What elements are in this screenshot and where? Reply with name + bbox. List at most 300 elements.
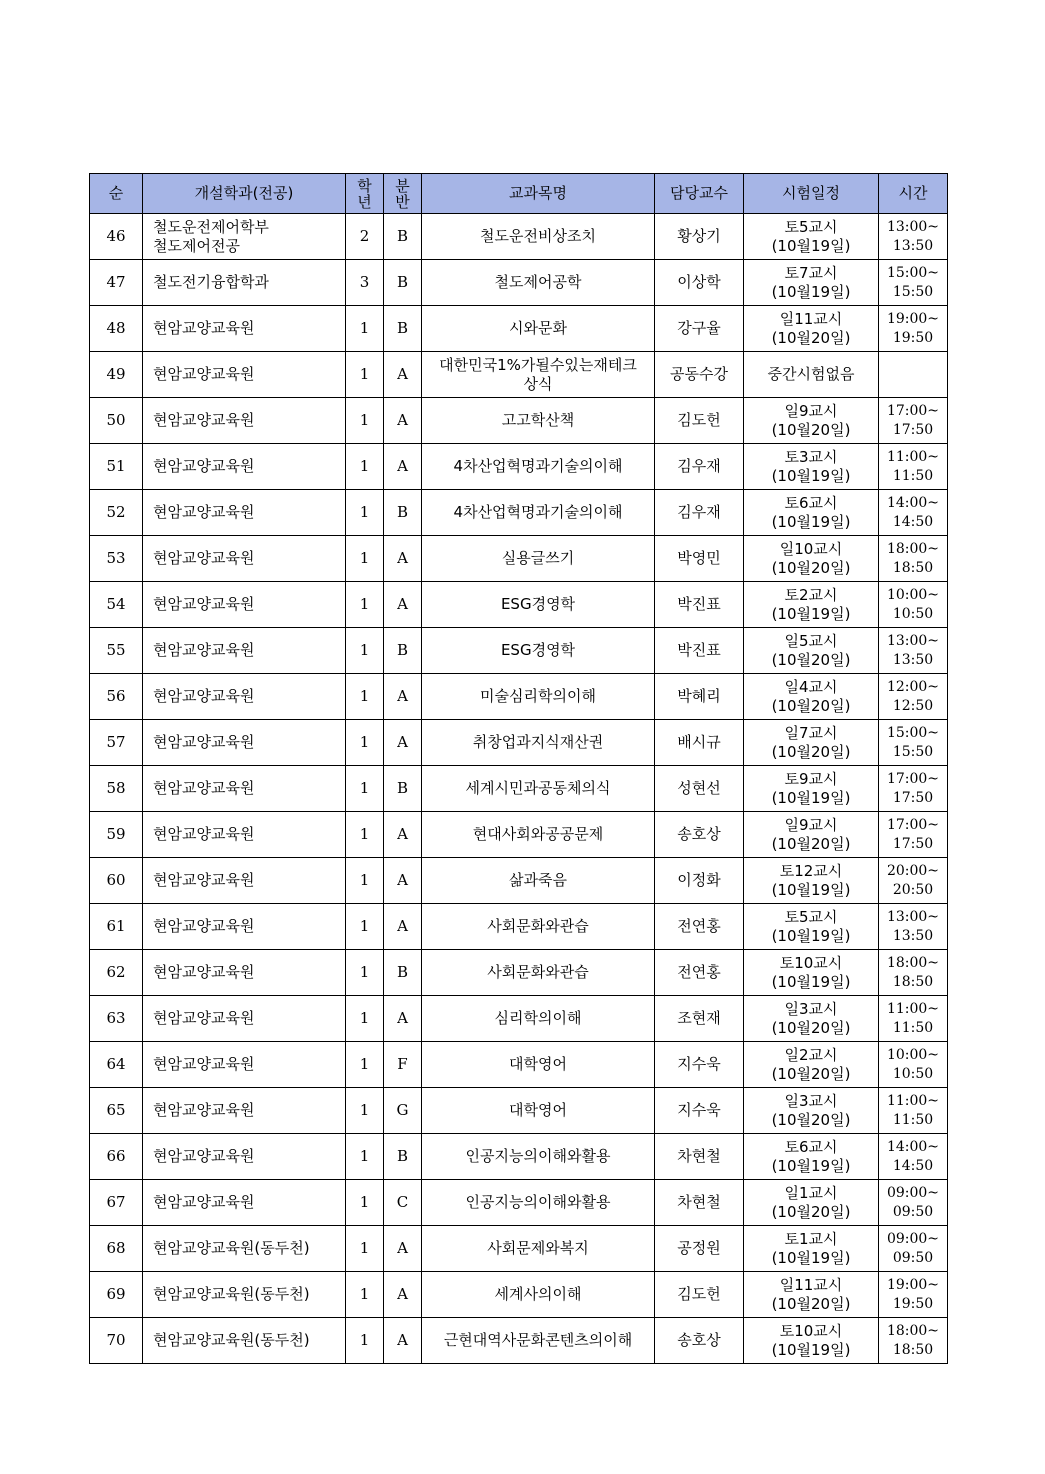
time-start: 09:00~ — [886, 1230, 940, 1247]
cell-exam — [744, 628, 879, 674]
table-row — [90, 1042, 948, 1088]
exam-date: (10월20일) — [771, 1202, 851, 1221]
time-start: 17:00~ — [886, 402, 940, 419]
cell-no: 53 — [90, 536, 143, 582]
exam-date: (10월20일) — [771, 1018, 851, 1037]
cell-class: B — [384, 306, 422, 352]
time-end: 10:50 — [892, 605, 934, 622]
cell-course — [422, 812, 655, 858]
cell-course — [422, 858, 655, 904]
cell-course — [422, 1088, 655, 1134]
time-start: 13:00~ — [886, 632, 940, 649]
time-start: 11:00~ — [886, 448, 940, 465]
time-end: 11:50 — [892, 467, 934, 484]
table-row — [90, 306, 948, 352]
time-start: 09:00~ — [886, 1184, 940, 1201]
time-end: 20:50 — [892, 881, 934, 898]
time-start: 17:00~ — [886, 816, 940, 833]
exam-date: (10월19일) — [771, 972, 851, 991]
course-line1: 철도제어공학 — [494, 273, 582, 291]
exam-date: (10월20일) — [771, 834, 851, 853]
exam-date: (10월20일) — [771, 1294, 851, 1313]
time-start: 17:00~ — [886, 770, 940, 787]
exam-period: 일4교시 — [784, 677, 838, 696]
cell-time — [879, 306, 948, 352]
time-start: 11:00~ — [886, 1000, 940, 1017]
cell-dept — [143, 996, 346, 1042]
cell-prof: 김우재 — [655, 490, 744, 536]
header-year-line2: 년 — [357, 192, 372, 211]
dept-line1: 현암교양교육원 — [153, 871, 255, 889]
cell-exam — [744, 766, 879, 812]
cell-exam — [744, 1318, 879, 1364]
time-start: 14:00~ — [886, 1138, 940, 1155]
cell-prof: 이상학 — [655, 260, 744, 306]
dept-line1: 현암교양교육원 — [153, 503, 255, 521]
cell-no: 52 — [90, 490, 143, 536]
time-start: 19:00~ — [886, 1276, 940, 1293]
exam-date: (10월19일) — [771, 512, 851, 531]
exam-date: (10월19일) — [771, 788, 851, 807]
exam-date: (10월19일) — [771, 236, 851, 255]
cell-year: 2 — [346, 214, 384, 260]
cell-class: A — [384, 352, 422, 398]
table-row — [90, 812, 948, 858]
dept-line1: 현암교양교육원 — [153, 549, 255, 567]
cell-dept — [143, 214, 346, 260]
cell-time — [879, 1318, 948, 1364]
cell-class: B — [384, 214, 422, 260]
exam-period: 토10교시 — [779, 953, 843, 972]
exam-date: (10월20일) — [771, 328, 851, 347]
time-end: 12:50 — [892, 697, 934, 714]
time-end: 14:50 — [892, 513, 934, 530]
cell-course — [422, 1272, 655, 1318]
exam-period: 토12교시 — [779, 861, 843, 880]
cell-class: A — [384, 674, 422, 720]
cell-class: A — [384, 1226, 422, 1272]
header-course: 교과목명 — [422, 174, 655, 214]
cell-no: 57 — [90, 720, 143, 766]
header-class-line1: 분 — [395, 176, 410, 195]
time-end: 18:50 — [892, 1341, 934, 1358]
header-exam: 시험일정 — [744, 174, 879, 214]
exam-date: (10월20일) — [771, 1110, 851, 1129]
course-line1: 근현대역사문화콘텐츠의이해 — [443, 1331, 633, 1349]
cell-exam — [744, 1180, 879, 1226]
exam-period: 중간시험없음 — [767, 365, 855, 383]
exam-date: (10월20일) — [771, 742, 851, 761]
cell-prof: 송호상 — [655, 812, 744, 858]
dept-line1: 현암교양교육원 — [153, 1009, 255, 1027]
cell-prof: 김우재 — [655, 444, 744, 490]
dept-line1: 현암교양교육원 — [153, 595, 255, 613]
cell-no: 64 — [90, 1042, 143, 1088]
exam-period: 토5교시 — [784, 907, 838, 926]
cell-no: 54 — [90, 582, 143, 628]
table-row — [90, 1134, 948, 1180]
table-header-row — [90, 174, 948, 214]
course-line1: 대학영어 — [509, 1055, 567, 1073]
cell-no: 59 — [90, 812, 143, 858]
cell-course — [422, 1134, 655, 1180]
cell-no: 49 — [90, 352, 143, 398]
cell-course — [422, 996, 655, 1042]
exam-period: 일5교시 — [784, 631, 838, 650]
cell-exam — [744, 812, 879, 858]
time-end: 13:50 — [892, 237, 934, 254]
cell-course — [422, 1042, 655, 1088]
cell-time — [879, 996, 948, 1042]
dept-line1: 현암교양교육원 — [153, 1101, 255, 1119]
cell-time — [879, 628, 948, 674]
time-start: 18:00~ — [886, 954, 940, 971]
cell-course — [422, 1226, 655, 1272]
cell-no: 51 — [90, 444, 143, 490]
cell-time — [879, 490, 948, 536]
cell-time — [879, 1226, 948, 1272]
cell-no: 68 — [90, 1226, 143, 1272]
cell-class: B — [384, 950, 422, 996]
cell-exam — [744, 582, 879, 628]
table-row — [90, 1226, 948, 1272]
exam-schedule-table — [89, 173, 948, 1364]
time-end: 10:50 — [892, 1065, 934, 1082]
header-class — [384, 174, 422, 214]
exam-period: 일3교시 — [784, 1091, 838, 1110]
exam-period: 토1교시 — [784, 1229, 838, 1248]
table-row — [90, 352, 948, 398]
dept-line1: 현암교양교육원 — [153, 457, 255, 475]
exam-period: 일2교시 — [784, 1045, 838, 1064]
cell-dept — [143, 536, 346, 582]
exam-period: 토2교시 — [784, 585, 838, 604]
table-row — [90, 1272, 948, 1318]
cell-dept — [143, 444, 346, 490]
header-class-line2: 반 — [395, 192, 410, 211]
time-end: 13:50 — [892, 927, 934, 944]
course-line1: 대학영어 — [509, 1101, 567, 1119]
cell-dept — [143, 306, 346, 352]
cell-course — [422, 904, 655, 950]
cell-course — [422, 674, 655, 720]
cell-prof: 성현선 — [655, 766, 744, 812]
table-row — [90, 1318, 948, 1364]
course-line1: 세계사의이해 — [494, 1285, 582, 1303]
cell-class: B — [384, 260, 422, 306]
cell-class: C — [384, 1180, 422, 1226]
cell-exam — [744, 1134, 879, 1180]
cell-dept — [143, 490, 346, 536]
cell-time — [879, 950, 948, 996]
course-line1: 대한민국1%가될수있는재테크 — [439, 355, 637, 374]
cell-class: A — [384, 444, 422, 490]
table-row — [90, 628, 948, 674]
exam-period: 토5교시 — [784, 217, 838, 236]
time-end: 11:50 — [892, 1111, 934, 1128]
time-start: 12:00~ — [886, 678, 940, 695]
time-end: 17:50 — [892, 789, 934, 806]
time-start: 11:00~ — [886, 1092, 940, 1109]
cell-time — [879, 674, 948, 720]
cell-year: 1 — [346, 766, 384, 812]
cell-year: 1 — [346, 950, 384, 996]
cell-no: 63 — [90, 996, 143, 1042]
cell-year: 1 — [346, 1180, 384, 1226]
cell-dept — [143, 904, 346, 950]
cell-dept — [143, 674, 346, 720]
table-row — [90, 214, 948, 260]
time-start: 13:00~ — [886, 908, 940, 925]
dept-line1: 현암교양교육원 — [153, 917, 255, 935]
time-end: 19:50 — [892, 1295, 934, 1312]
cell-year: 1 — [346, 1134, 384, 1180]
cell-prof: 공정원 — [655, 1226, 744, 1272]
time-end: 19:50 — [892, 329, 934, 346]
time-start: 18:00~ — [886, 540, 940, 557]
header-year-line1: 학 — [357, 176, 372, 195]
cell-course — [422, 1180, 655, 1226]
dept-line1: 현암교양교육원(동두천) — [153, 1285, 310, 1303]
course-line1: 4차산업혁명과기술의이해 — [453, 457, 623, 475]
cell-dept — [143, 1226, 346, 1272]
dept-line1: 현암교양교육원 — [153, 963, 255, 981]
cell-prof: 김도헌 — [655, 398, 744, 444]
cell-time — [879, 904, 948, 950]
cell-exam — [744, 674, 879, 720]
cell-course — [422, 260, 655, 306]
cell-time — [879, 536, 948, 582]
table-row — [90, 950, 948, 996]
header-year — [346, 174, 384, 214]
dept-line1: 현암교양교육원 — [153, 365, 255, 383]
cell-class: A — [384, 1318, 422, 1364]
cell-no: 46 — [90, 214, 143, 260]
cell-class: B — [384, 490, 422, 536]
course-line1: 실용글쓰기 — [501, 549, 575, 567]
cell-year: 1 — [346, 1226, 384, 1272]
table-row — [90, 904, 948, 950]
cell-exam — [744, 1272, 879, 1318]
time-start: 18:00~ — [886, 1322, 940, 1339]
table-row — [90, 720, 948, 766]
cell-time — [879, 444, 948, 490]
cell-no: 67 — [90, 1180, 143, 1226]
cell-class: A — [384, 720, 422, 766]
time-end: 17:50 — [892, 835, 934, 852]
exam-period: 일11교시 — [779, 309, 843, 328]
dept-line1: 현암교양교육원 — [153, 1193, 255, 1211]
cell-time — [879, 766, 948, 812]
cell-exam — [744, 996, 879, 1042]
time-start: 15:00~ — [886, 724, 940, 741]
cell-class: A — [384, 858, 422, 904]
course-line1: ESG경영학 — [500, 595, 576, 613]
table-row — [90, 1180, 948, 1226]
table-row — [90, 1088, 948, 1134]
course-line1: 사회문화와관습 — [487, 917, 589, 935]
exam-date: (10월20일) — [771, 696, 851, 715]
cell-year: 1 — [346, 582, 384, 628]
cell-class: G — [384, 1088, 422, 1134]
dept-line1: 현암교양교육원(동두천) — [153, 1331, 310, 1349]
time-start: 20:00~ — [886, 862, 940, 879]
cell-prof: 강구율 — [655, 306, 744, 352]
cell-time — [879, 1088, 948, 1134]
cell-prof: 조현재 — [655, 996, 744, 1042]
cell-no: 56 — [90, 674, 143, 720]
course-line1: 미술심리학의이해 — [480, 687, 596, 705]
cell-exam — [744, 1226, 879, 1272]
cell-time — [879, 1042, 948, 1088]
cell-class: B — [384, 1134, 422, 1180]
time-start: 13:00~ — [886, 218, 940, 235]
cell-prof: 차현철 — [655, 1134, 744, 1180]
cell-time — [879, 1180, 948, 1226]
cell-prof: 황상기 — [655, 214, 744, 260]
exam-date: (10월20일) — [771, 650, 851, 669]
exam-period: 일1교시 — [784, 1183, 838, 1202]
cell-dept — [143, 582, 346, 628]
exam-date: (10월19일) — [771, 880, 851, 899]
cell-course — [422, 306, 655, 352]
cell-year: 1 — [346, 858, 384, 904]
cell-prof: 송호상 — [655, 1318, 744, 1364]
dept-line1: 현암교양교육원 — [153, 1147, 255, 1165]
cell-course — [422, 628, 655, 674]
cell-exam — [744, 950, 879, 996]
cell-exam — [744, 904, 879, 950]
cell-no: 66 — [90, 1134, 143, 1180]
cell-exam — [744, 352, 879, 398]
exam-date: (10월19일) — [771, 282, 851, 301]
time-start: 10:00~ — [886, 1046, 940, 1063]
cell-class: B — [384, 766, 422, 812]
exam-period: 일10교시 — [779, 539, 843, 558]
exam-date: (10월19일) — [771, 604, 851, 623]
cell-exam — [744, 720, 879, 766]
exam-date: (10월19일) — [771, 1156, 851, 1175]
cell-no: 65 — [90, 1088, 143, 1134]
cell-exam — [744, 214, 879, 260]
table-body — [90, 214, 948, 1364]
cell-no: 70 — [90, 1318, 143, 1364]
cell-exam — [744, 536, 879, 582]
dept-line1: 철도운전제어학부 — [153, 217, 269, 236]
cell-year: 3 — [346, 260, 384, 306]
cell-class: A — [384, 812, 422, 858]
header-no: 순 — [90, 174, 143, 214]
cell-dept — [143, 950, 346, 996]
cell-prof: 전연홍 — [655, 950, 744, 996]
cell-no: 50 — [90, 398, 143, 444]
cell-dept — [143, 1134, 346, 1180]
exam-date: (10월20일) — [771, 558, 851, 577]
table-row — [90, 674, 948, 720]
time-start: 14:00~ — [886, 494, 940, 511]
cell-prof: 박진표 — [655, 582, 744, 628]
cell-exam — [744, 444, 879, 490]
time-start: 19:00~ — [886, 310, 940, 327]
course-line1: ESG경영학 — [500, 641, 576, 659]
course-line1: 심리학의이해 — [494, 1009, 582, 1027]
dept-line1: 현암교양교육원 — [153, 1055, 255, 1073]
cell-prof: 공동수강 — [655, 352, 744, 398]
cell-dept — [143, 1318, 346, 1364]
cell-dept — [143, 260, 346, 306]
cell-prof: 지수욱 — [655, 1042, 744, 1088]
header-dept: 개설학과(전공) — [143, 174, 346, 214]
exam-period: 일9교시 — [784, 401, 838, 420]
dept-line1: 현암교양교육원(동두천) — [153, 1239, 310, 1257]
cell-exam — [744, 1042, 879, 1088]
exam-date: (10월20일) — [771, 1064, 851, 1083]
exam-period: 일9교시 — [784, 815, 838, 834]
cell-prof: 차현철 — [655, 1180, 744, 1226]
cell-exam — [744, 306, 879, 352]
time-end: 15:50 — [892, 743, 934, 760]
course-line1: 4차산업혁명과기술의이해 — [453, 503, 623, 521]
time-end: 11:50 — [892, 1019, 934, 1036]
header-prof: 담당교수 — [655, 174, 744, 214]
cell-prof: 박영민 — [655, 536, 744, 582]
cell-prof: 박혜리 — [655, 674, 744, 720]
cell-exam — [744, 490, 879, 536]
cell-year: 1 — [346, 904, 384, 950]
cell-year: 1 — [346, 444, 384, 490]
cell-class: A — [384, 582, 422, 628]
course-line1: 인공지능의이해와활용 — [465, 1147, 611, 1165]
cell-exam — [744, 858, 879, 904]
cell-exam — [744, 260, 879, 306]
cell-course — [422, 582, 655, 628]
cell-course — [422, 444, 655, 490]
time-start: 15:00~ — [886, 264, 940, 281]
table-row — [90, 260, 948, 306]
dept-line1: 철도전기융합학과 — [153, 273, 269, 291]
cell-no: 61 — [90, 904, 143, 950]
exam-period: 토6교시 — [784, 493, 838, 512]
cell-year: 1 — [346, 490, 384, 536]
time-end: 17:50 — [892, 421, 934, 438]
cell-dept — [143, 766, 346, 812]
cell-no: 58 — [90, 766, 143, 812]
course-line1: 사회문화와관습 — [487, 963, 589, 981]
cell-exam — [744, 398, 879, 444]
dept-line2: 철도제어전공 — [153, 236, 240, 255]
course-line1: 현대사회와공공문제 — [472, 825, 604, 843]
cell-dept — [143, 628, 346, 674]
cell-time — [879, 1134, 948, 1180]
cell-dept — [143, 858, 346, 904]
cell-year: 1 — [346, 1088, 384, 1134]
cell-year: 1 — [346, 1272, 384, 1318]
cell-class: A — [384, 904, 422, 950]
cell-year: 1 — [346, 352, 384, 398]
course-line2: 상식 — [523, 374, 553, 393]
cell-exam — [744, 1088, 879, 1134]
cell-course — [422, 490, 655, 536]
cell-class: A — [384, 996, 422, 1042]
dept-line1: 현암교양교육원 — [153, 641, 255, 659]
dept-line1: 현암교양교육원 — [153, 687, 255, 705]
cell-dept — [143, 1042, 346, 1088]
cell-class: F — [384, 1042, 422, 1088]
course-line1: 고고학산책 — [501, 411, 575, 429]
exam-date: (10월19일) — [771, 466, 851, 485]
cell-year: 1 — [346, 720, 384, 766]
cell-time — [879, 398, 948, 444]
